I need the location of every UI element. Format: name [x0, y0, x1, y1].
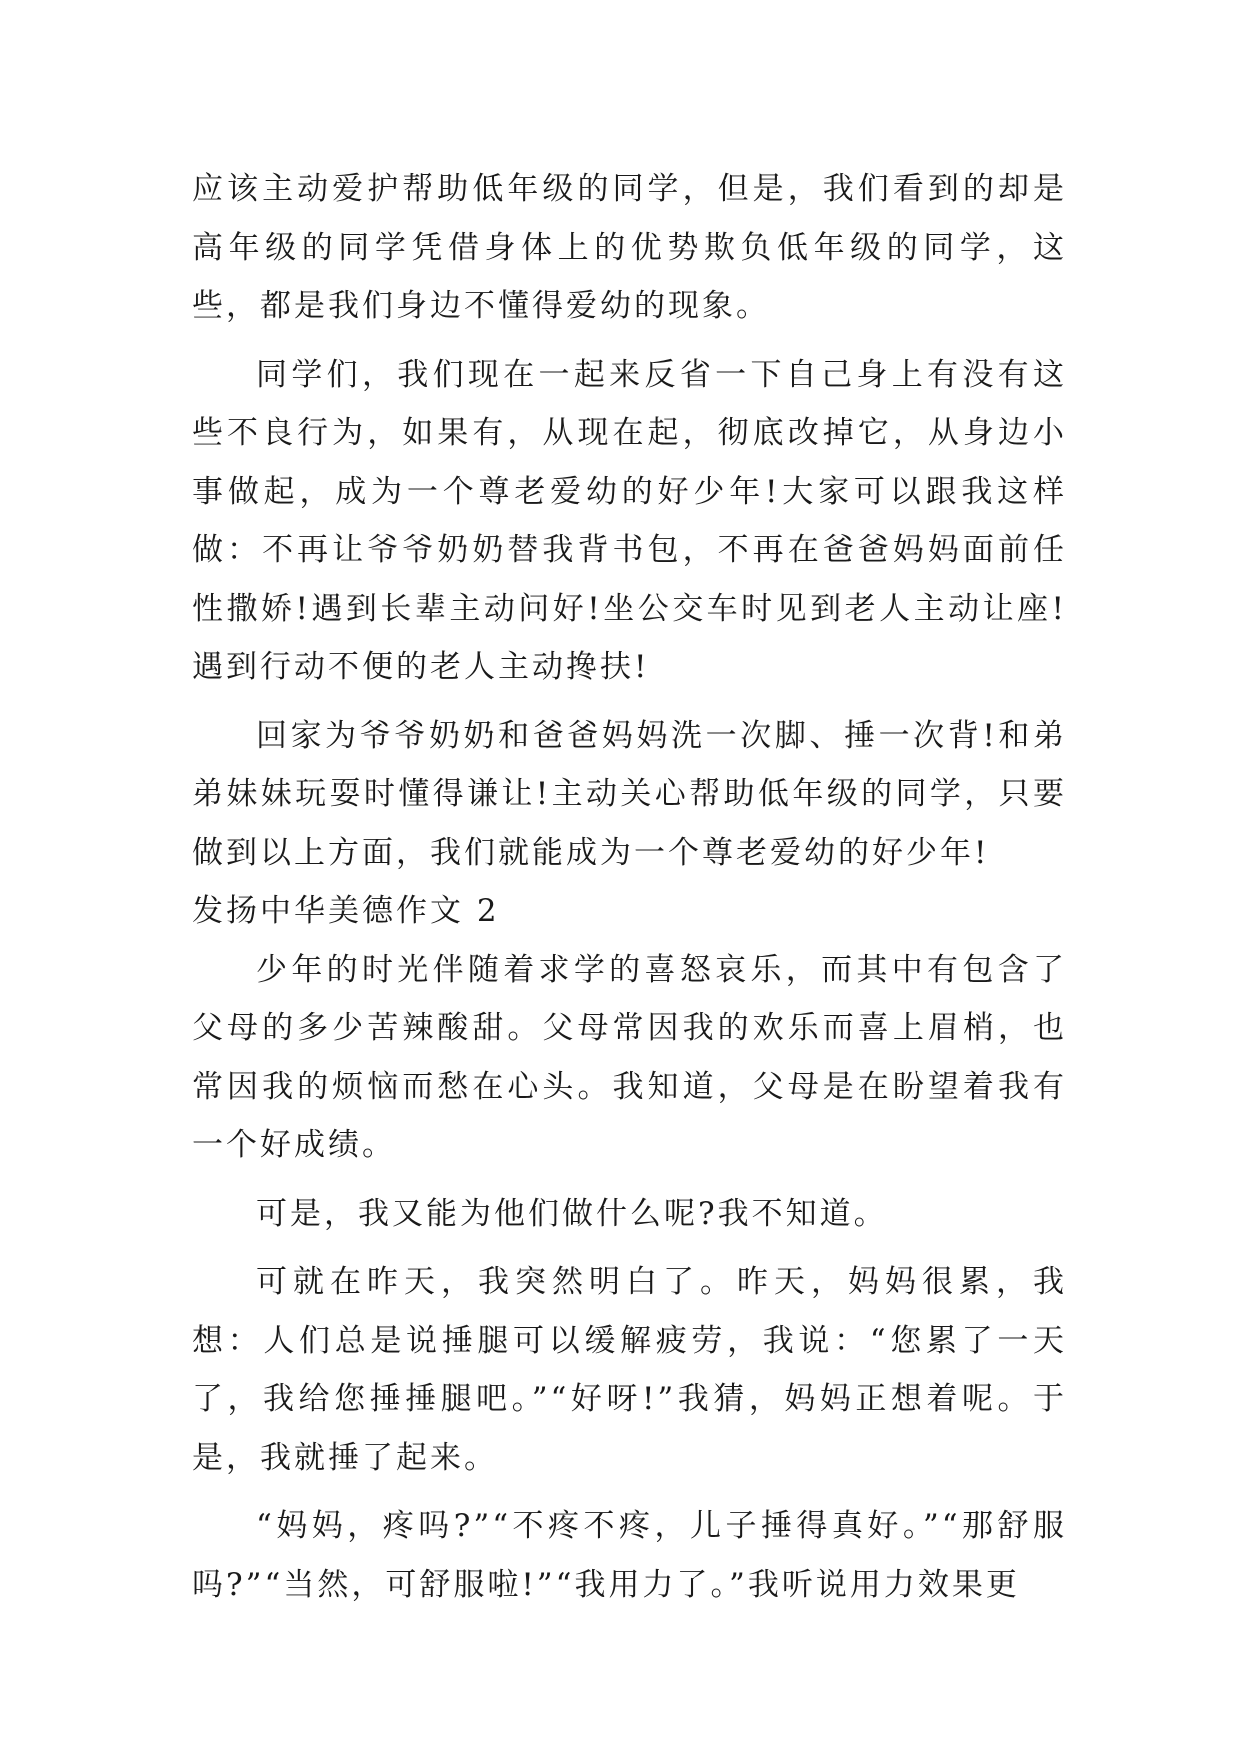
paragraph-7: “妈妈，疼吗?”“不疼不疼，儿子捶得真好。”“那舒服吗?”“当然，可舒服啦!”“我用力了。”我听说用力效果更	[192, 1508, 1067, 1603]
paragraph-5: 可是，我又能为他们做什么呢?我不知道。	[256, 1195, 888, 1232]
paragraph-4: 少年的时光伴随着求学的喜怒哀乐，而其中有包含了父母的多少苦辣酸甜。父母常因我的欢乐而喜上眉梢，也常因我的烦恼而愁在心头。我知道，父母是在盼望着我有一个好成绩。	[192, 951, 1067, 1163]
paragraph-1: 应该主动爱护帮助低年级的同学，但是，我们看到的却是高年级的同学凭借身体上的优势欺负低年级的同学，这些，都是我们身边不懂得爱幼的现象。	[192, 171, 1067, 324]
document-body	[192, 160, 1067, 1614]
paragraph-2: 同学们，我们现在一起来反省一下自己身上有没有这些不良行为，如果有，从现在起，彻底改掉它，从身边小事做起，成为一个尊老爱幼的好少年!大家可以跟我这样做：不再让爷爷奶奶替我背书包，不再在爸爸妈妈面前任性撒娇!遇到长辈主动问好!坐公交车时见到老人主动让座!遇到行动不便的老人主动搀扶!	[192, 356, 1067, 685]
essay-heading: 发扬中华美德作文 2	[192, 893, 500, 929]
paragraph-6: 可就在昨天，我突然明白了。昨天，妈妈很累，我想：人们总是说捶腿可以缓解疲劳，我说：“您累了一天了，我给您捶捶腿吧。”“好呀!”我猜，妈妈正想着呢。于是，我就捶了起来。	[192, 1264, 1067, 1476]
paragraph-3: 回家为爷爷奶奶和爸爸妈妈洗一次脚、捶一次背!和弟弟妹妹玩耍时懂得谦让!主动关心帮助低年级的同学，只要做到以上方面，我们就能成为一个尊老爱幼的好少年!	[192, 717, 1067, 871]
